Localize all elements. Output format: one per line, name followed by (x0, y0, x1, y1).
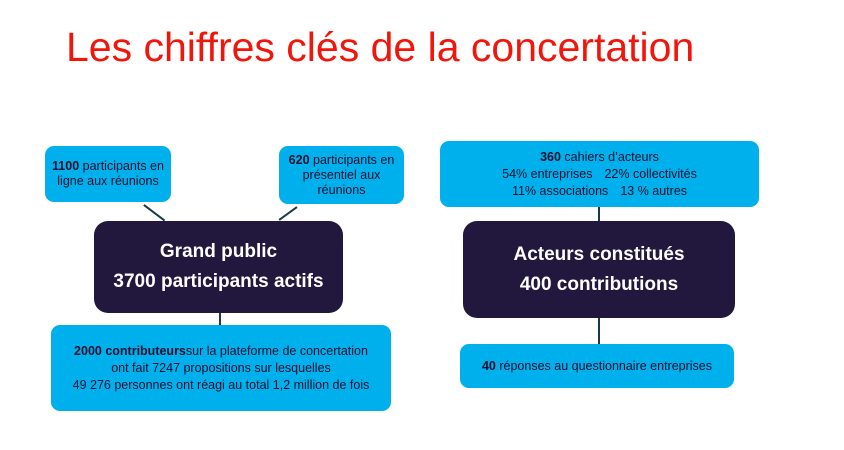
stat-collectivites: 22% collectivités (604, 166, 697, 181)
cahiers-stats-row2 (506, 183, 693, 200)
stat-entreprises: 54% entreprises (502, 166, 593, 181)
connector-line (144, 204, 166, 221)
questionnaire-count: 40 (481, 358, 496, 373)
cahiers-stats-row1 (496, 166, 703, 183)
stat-autres: 13 % autres (620, 183, 688, 198)
acteurs-heading: Acteurs constitués (513, 243, 685, 265)
connector-line (598, 318, 600, 344)
bubble-online-participants (45, 146, 171, 202)
grand-public-participants: 3700 participants actifs (113, 271, 324, 292)
online-count: 1100 (52, 159, 80, 173)
acteurs-constitues-box (463, 221, 735, 318)
bubble-presential-participants (279, 146, 404, 204)
questionnaire-label: réponses au questionnaire entreprises (495, 358, 712, 373)
contributors-platform: sur la plateforme de concertation (185, 343, 368, 358)
online-label: participants en ligne aux réunions (57, 159, 164, 188)
page-title: Les chiffres clés de la concertation (66, 24, 695, 70)
grand-public-box (94, 221, 343, 313)
cahiers-bubble (440, 141, 759, 207)
contributors-line3: 49 276 personnes ont réagi au total 1,2 million de fois (72, 377, 370, 392)
questionnaire-text (482, 359, 712, 374)
connector-line (598, 207, 600, 221)
acteurs-contributions: 400 contributions (519, 273, 679, 295)
contributors-count: 2000 contributeurs (74, 343, 186, 358)
bubble-presential-text (285, 153, 398, 198)
presential-label: participants en présentiel aux réunions (302, 152, 395, 197)
cahiers-heading (540, 149, 659, 166)
contributors-line2: ont fait 7247 propositions sur lesquelles (111, 360, 331, 375)
presential-count: 620 (288, 152, 310, 167)
cahiers-count: 360 (540, 149, 561, 164)
questionnaire-bubble (460, 344, 734, 388)
connector-line (279, 206, 298, 220)
contributors-line1 (74, 343, 368, 360)
contributors-bubble (51, 325, 391, 411)
bubble-online-text (51, 159, 165, 189)
stat-associations: 11% associations (511, 183, 609, 198)
grand-public-heading: Grand public (159, 241, 278, 262)
cahiers-label: cahiers d’acteurs (560, 149, 659, 164)
connector-line (219, 312, 221, 326)
